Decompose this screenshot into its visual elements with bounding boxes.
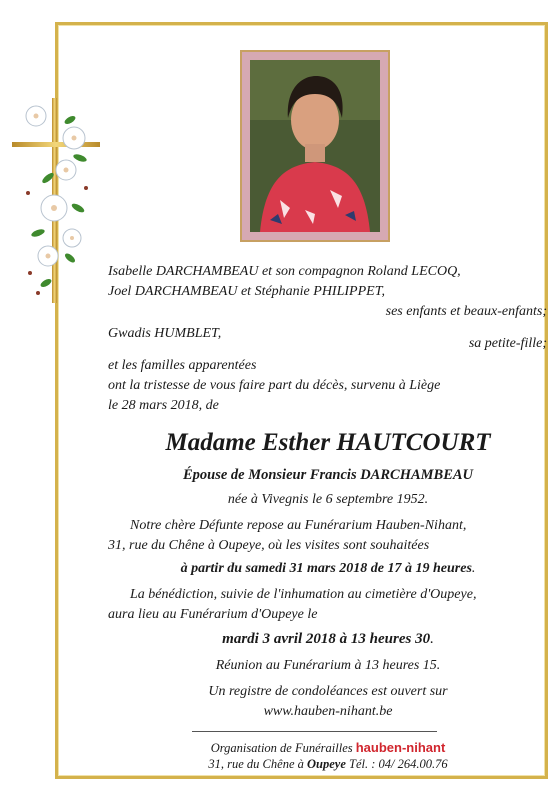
visitation-line-2: 31, rue du Chêne à Oupeye, où les visites sont souhaitées	[108, 538, 430, 553]
deceased-portrait	[250, 60, 380, 232]
footer-address: 31, rue du Chêne à Oupeye Tél. : 04/ 264.00.76	[208, 757, 448, 771]
visitation-line-1: Notre chère Défunte repose au Funérarium Hauben-Nihant,	[130, 518, 467, 533]
family-line-2: Joel DARCHAMBEAU et Stéphanie PHILIPPET,	[108, 284, 385, 299]
announcement-line-2: le 28 mars 2018, de	[108, 398, 219, 413]
footer-organisation: Organisation de Funérailles hauben-nihant	[210, 740, 446, 755]
deceased-name: Madame Esther HAUTCOURT	[165, 429, 491, 456]
spouse-line: Épouse de Monsieur Francis DARCHAMBEAU	[182, 467, 474, 483]
ceremony-date-line: mardi 3 avril 2018 à 13 heures 30.	[222, 631, 434, 647]
cross-with-flowers-icon	[8, 98, 108, 308]
family-line-1: Isabelle DARCHAMBEAU et son compagnon Roland LECOQ,	[108, 264, 461, 279]
visitation-time: à partir du samedi 31 mars 2018 de 17 à 19 heures	[180, 561, 472, 576]
meeting-line: Réunion au Funérarium à 13 heures 15.	[215, 658, 441, 673]
family-line-4: et les familles apparentées	[108, 358, 257, 373]
ceremony-date: mardi 3 avril 2018 à 13 heures 30	[222, 631, 431, 647]
ceremony-line-1: La bénédiction, suivie de l'inhumation au cimetière d'Oupeye,	[130, 587, 477, 602]
family-role-children: ses enfants et beaux-enfants;	[385, 304, 547, 319]
ceremony-line-2: aura lieu au Funérarium d'Oupeye le	[108, 607, 318, 622]
condolences-line: Un registre de condoléances est ouvert sur	[208, 684, 448, 699]
visitation-line-3: à partir du samedi 31 mars 2018 de 17 à 19 heures.	[180, 561, 476, 576]
birth-line: née à Vivegnis le 6 septembre 1952.	[227, 492, 429, 507]
portrait-frame	[240, 50, 390, 242]
announcement-line-1: ont la tristesse de vous faire part du décès, survenu à Liège	[108, 378, 441, 393]
condolences-url[interactable]: www.hauben-nihant.be	[263, 704, 393, 719]
footer-divider	[192, 731, 437, 732]
family-role-granddaughter: sa petite-fille;	[468, 336, 547, 351]
family-line-3: Gwadis HUMBLET,	[108, 326, 222, 341]
brand-logo: hauben-nihant	[355, 740, 446, 755]
